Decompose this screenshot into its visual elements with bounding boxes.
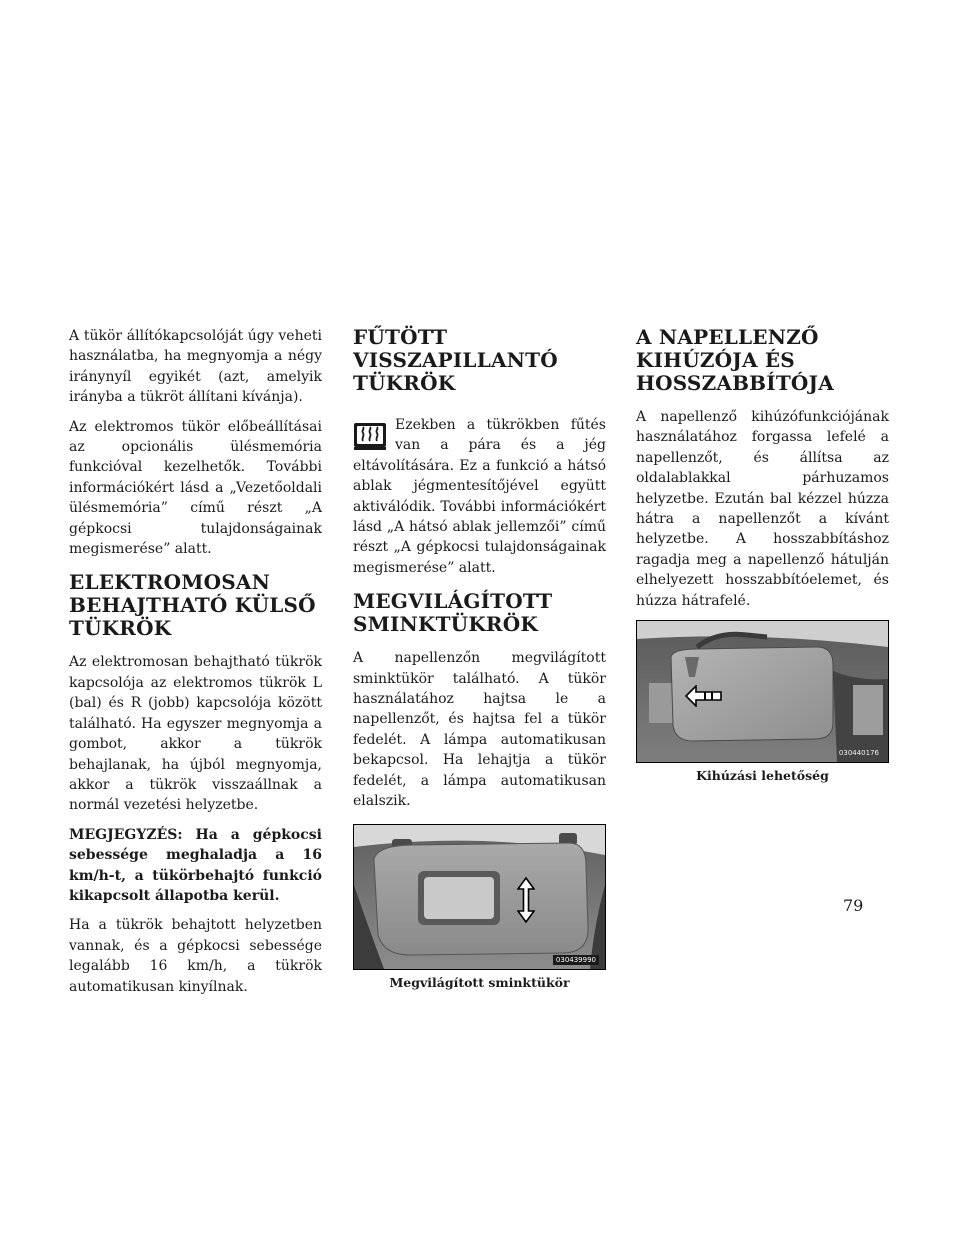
figure-code: 030439990 [553,955,599,965]
heated-mirrors-paragraph: Ezekben a tükrökben fűtés van a pára és a jég eltávolítására. Ez a funkció a hátsó ablak jégmentesítőjével együtt aktiválódik. További információkért lásd „A hátsó ablak jellemzői” című részt „A gépkocsi tulajdonságainak megismerése” alatt. [353,417,606,576]
section-heading-heated-mirrors: FŰTÖTT VISSZAPILLANTÓ TÜKRÖK [353,325,558,395]
heated-mirror-icon [353,421,387,451]
section-heading-folding-mirrors: ELEKTROMOSAN BEHAJTHATÓ KÜLSŐ TÜKRÖK [69,570,316,641]
column-right [636,326,889,783]
sun-visor-figure [636,620,889,763]
section-heading-sun-visor: A NAPELLENZŐ KIHÚZÓJA ÉS HOSSZABBÍTÓJA [636,325,834,395]
folding-mirrors-paragraph: Az elektromosan behajtható tükrök kapcsolója az elektromos tükrök L (bal) és R (jobb) kapcsolója között található. Ha egyszer megnyomja a gombot, akkor a tükrök behajlanak, ha újból megnyomja, akkor a tükrök visszaállnak a normál vezetési helyzetbe. [69,654,322,814]
sun-visor-paragraph: A napellenző kihúzófunkciójának használatához forgassa lefelé a napellenzőt, és állítsa az oldalablakkal párhuzamos helyzetbe. Ezután bal kézzel húzza hátra a napellenzőt a kívánt helyzetbe. A hosszabbításhoz ragadja meg a napellenző hátulján elhelyezett hosszabbítóelemet, és húzza hátrafelé. [636,409,889,609]
page-number: 79 [843,896,864,915]
section-heading-vanity-mirrors: MEGVILÁGÍTOTT SMINKTÜKRÖK [353,589,553,637]
figure-caption: Kihúzási lehetőség [696,768,829,784]
heated-mirrors-block [353,415,606,578]
mirror-switch-paragraph: A tükör állítókapcsolóját úgy veheti használatba, ha megnyomja a négy iránynyíl egyikét (azt, amelyik irányba a tükröt állítani kívánja). [69,328,322,406]
column-left [69,326,322,1006]
vanity-mirror-illustration [354,825,605,969]
sun-visor-illustration [637,621,888,762]
left-pull-arrow-icon [685,685,723,707]
note-paragraph: MEGJEGYZÉS: Ha a gépkocsi sebessége meghaladja a 16 km/h-t, a tükörbehajtó funkció kikapcsolt állapotba kerül. [69,826,322,904]
figure-code: 030440176 [838,749,879,758]
vanity-mirror-figure [353,824,606,970]
vanity-mirrors-paragraph: A napellenzőn megvilágított sminktükör található. A tükör használatához hajtsa le a napellenzőt, és hajtsa fel a tükör fedelét. A lámpa automatikusan bekapcsol. Ha lehajtja a tükör fedelét, a lámpa automatikusan elalszik. [353,650,606,810]
figure-caption: Megvilágított sminktükör [389,974,570,990]
column-middle [353,326,606,990]
auto-unfold-paragraph: Ha a tükrök behajtott helyzetben vannak, és a gépkocsi sebessége legalább 16 km/h, a tükrök automatikusan kinyílnak. [69,917,322,995]
mirror-memory-paragraph: Az elektromos tükör előbeállításai az opcionális ülésmemória funkcióval kezelhetők. További információkért lásd a „Vezetőoldali ülésmemória” című részt „A gépkocsi tulajdonságainak megismerése” alatt. [69,418,322,558]
double-vertical-arrow-icon [517,877,535,923]
